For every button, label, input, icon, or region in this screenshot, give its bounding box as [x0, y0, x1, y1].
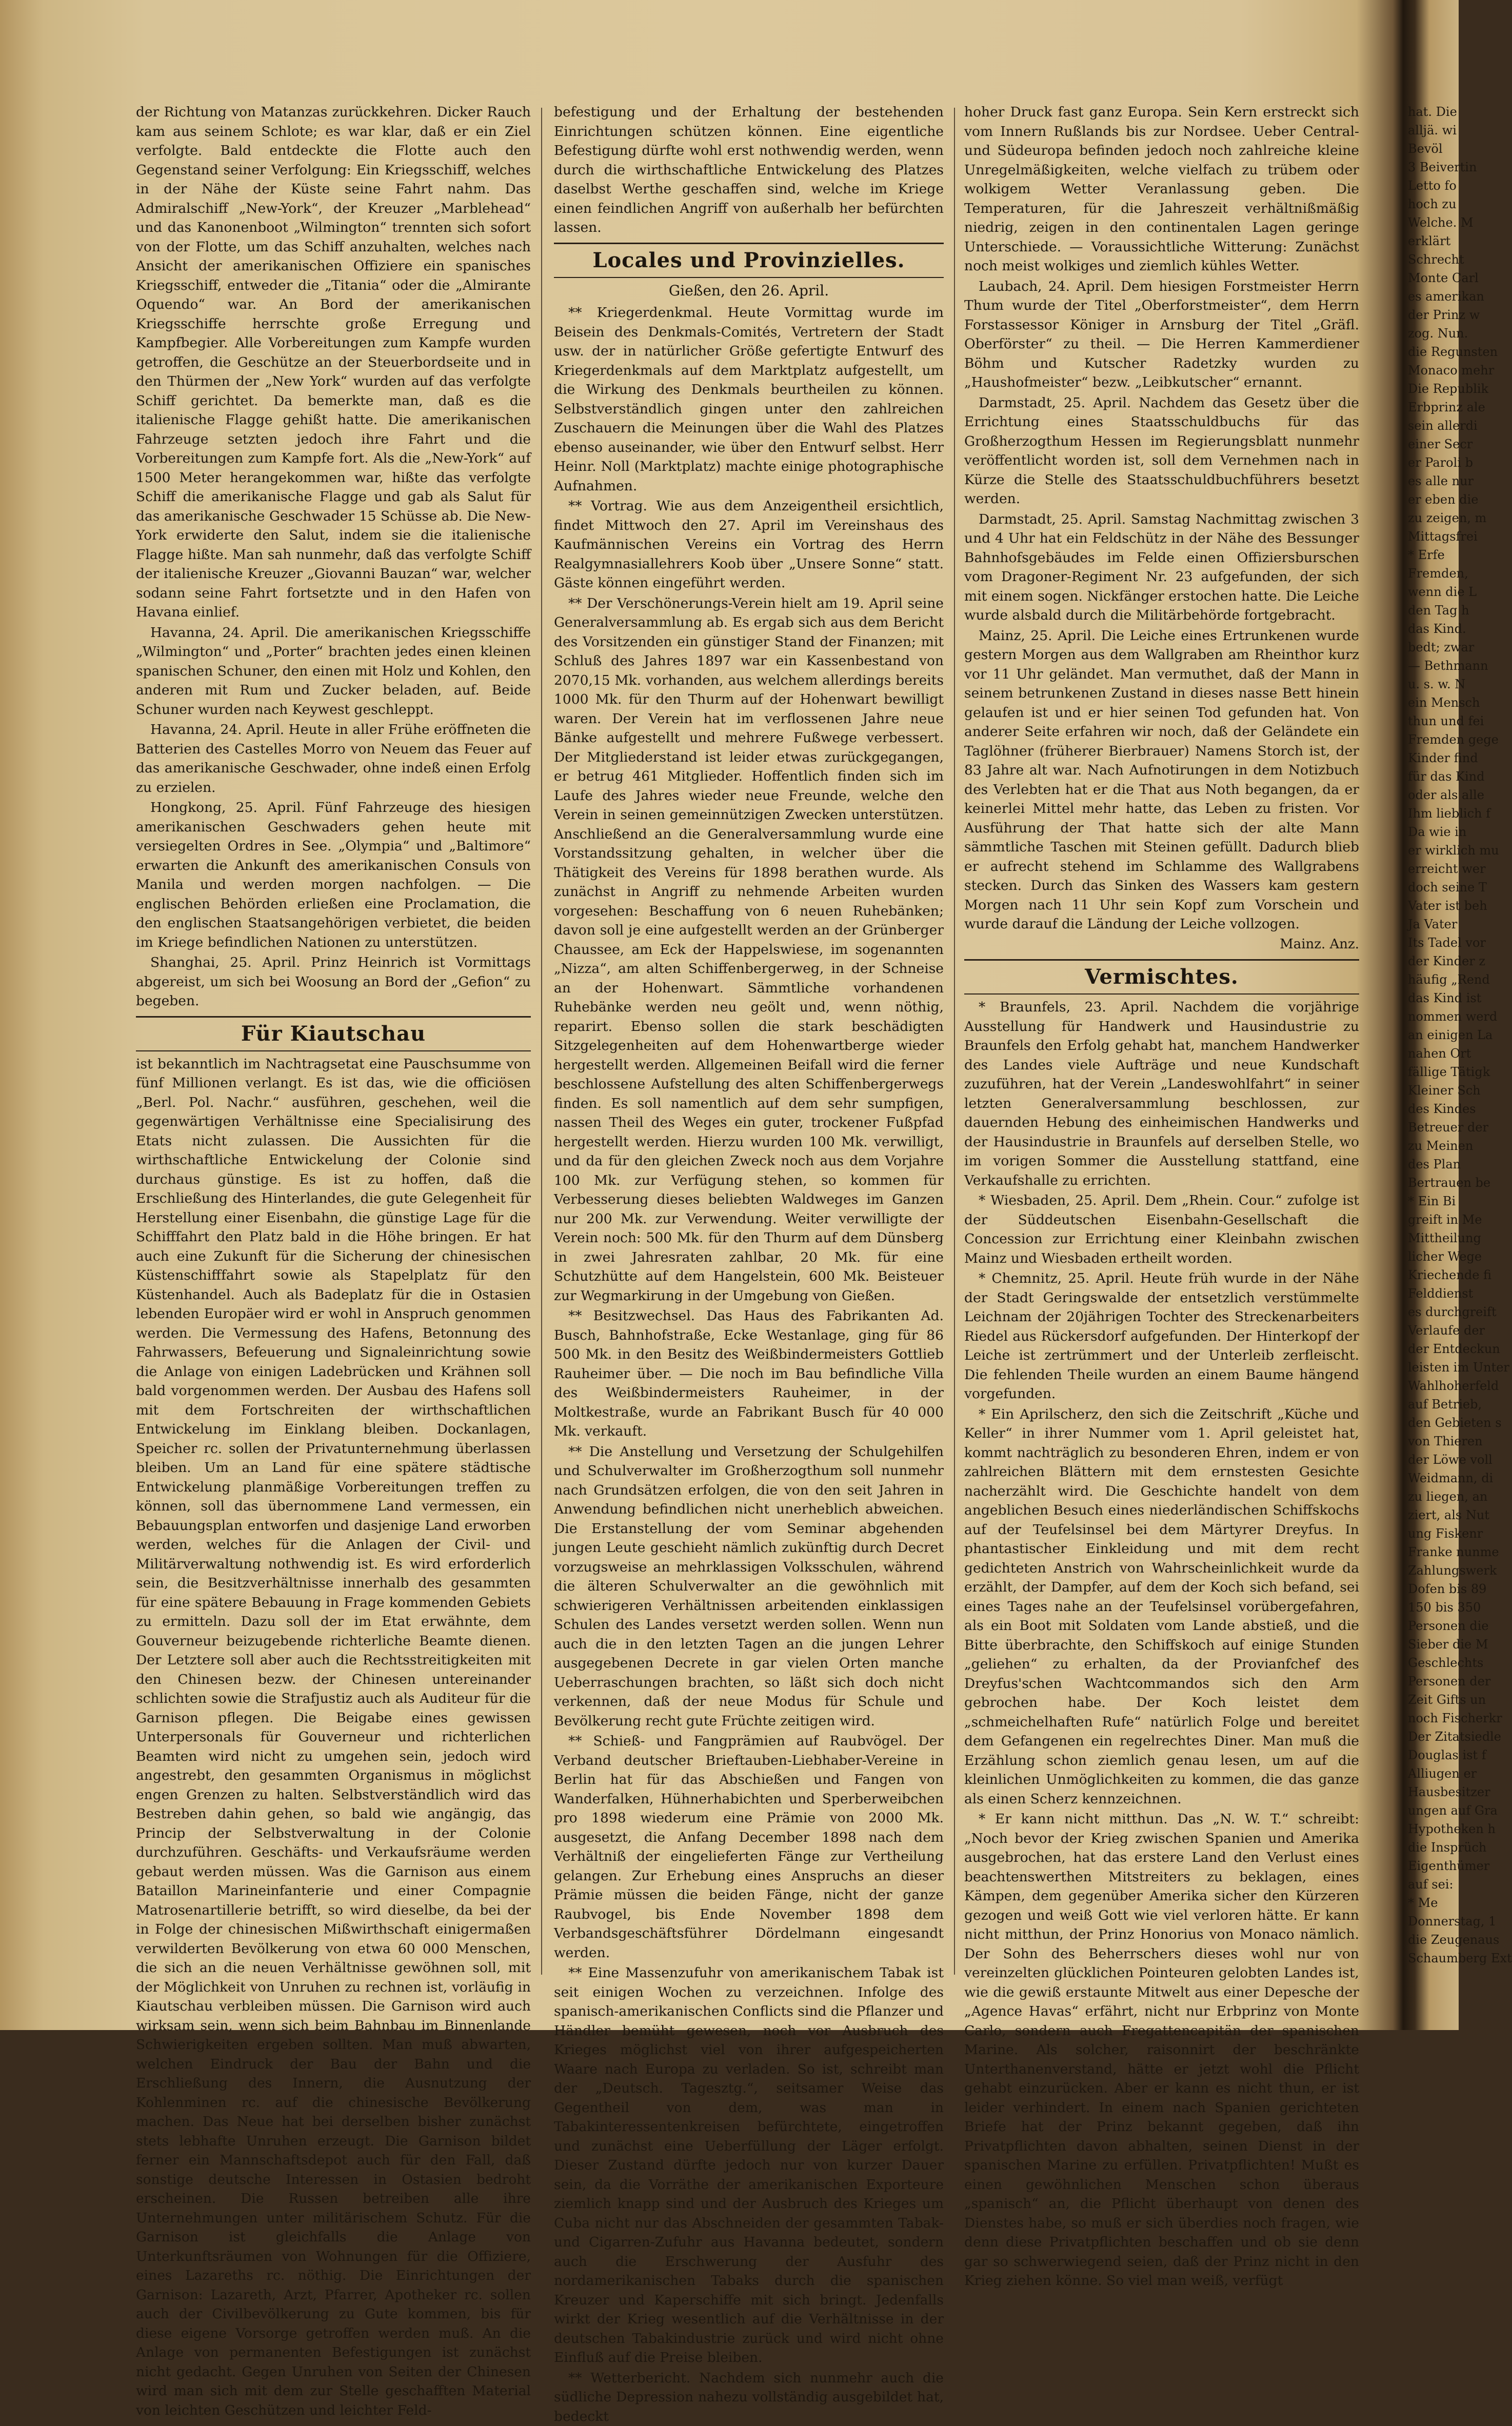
adjacent-page-line: ein Mensch: [1408, 693, 1457, 712]
adjacent-page-line: Bevöl: [1408, 140, 1457, 158]
adjacent-page-line: Monte Carl: [1408, 269, 1457, 287]
adjacent-page-line: Kinder find: [1408, 749, 1457, 767]
adjacent-page-line: er eben die: [1408, 490, 1457, 509]
article-paragraph: ** Vortrag. Wie aus dem Anzeigentheil ersichtlich, findet Mittwoch den 27. April im Vereinshaus des Kaufmännischen Vereins ein Vortrag des Herrn Realgymnasiallehrers Koob über „Unsere Sonne“ statt. Gäste können eingeführt werden.: [554, 496, 944, 593]
adjacent-page-line: Die Republik: [1408, 380, 1457, 398]
adjacent-page-line: Personen die: [1408, 1617, 1457, 1635]
article-paragraph: Havanna, 24. April. Die amerikanischen Kriegsschiffe „Wilmington“ und „Porter“ brachten jedes einen kleinen spanischen Schuner, den einen mit Holz und Kohlen, den anderen mit Rum und Zucker beladen, auf. Beide Schuner wurden nach Keywest geschleppt.: [136, 623, 531, 720]
adjacent-page-line: Sieber die M: [1408, 1635, 1457, 1654]
adjacent-page-line: Geschlechts: [1408, 1654, 1457, 1672]
adjacent-page-line: alljä. wi: [1408, 121, 1457, 140]
adjacent-page-line: Monaco mehr: [1408, 361, 1457, 380]
adjacent-page-line: Ja Vater: [1408, 915, 1457, 933]
section-heading: Locales und Provinzielles.: [554, 243, 944, 278]
adjacent-page-line: häufig „Rend: [1408, 970, 1457, 989]
adjacent-page-line: * Ein Bi: [1408, 1192, 1457, 1210]
adjacent-page-line: Welche. M: [1408, 213, 1457, 232]
adjacent-page-line: Mittagsfrei: [1408, 527, 1457, 546]
adjacent-page-line: Ihm lieblich f: [1408, 804, 1457, 823]
article-paragraph: ** Eine Massenzufuhr von amerikanischem Tabak ist seit einigen Wochen zu verzeichnen. Infolge des spanisch-amerikanischen Conflicts sind die Pflanzer und Händler bemüht gewesen, noch vor Ausbruch des Krieges möglichst viel von ihrer aufgespeicherten Waare nach Europa zu verladen. So ist, schreibt man der „Deutsch. Tagesztg.“, seitsamer Weise das Gegentheil von dem, was man in Tabakinteressentenkreisen befürchtete, eingetroffen und zunächst eine Ueberfüllung der Läger erfolgt. Dieser Zustand dürfte jedoch nur von kurzer Dauer sein, da die Vorräthe der amerikanischen Exporteure ziemlich knapp sind und der Ausbruch des Krieges um Cuba nicht nur das Abschneiden der gesammten Tabak- und Cigarren-Zufuhr aus Havanna bedeutet, sondern auch die Erschwerung der Ausfuhr des nordamerikanischen Tabaks durch die spanischen Kreuzer und Kaperschiffe mit sich bringt. Jedenfalls wirkt der Krieg wesentlich auf die Verhältnisse in der deutschen Tabakindustrie zurück und wird nicht ohne Einfluß auf die Preise bleiben.: [554, 1963, 944, 2368]
adjacent-page-line: erklärt: [1408, 232, 1457, 250]
adjacent-page-line: Kleiner Sch: [1408, 1081, 1457, 1100]
adjacent-page-line: er Paroli b: [1408, 453, 1457, 472]
adjacent-page-line: der Entdeckun: [1408, 1340, 1457, 1358]
source-signature: Mainz. Anz.: [964, 935, 1359, 955]
article-paragraph: befestigung und der Erhaltung der bestehenden Einrichtungen schützen können. Eine eigentliche Befestigung dürfte wohl erst nothwendig werden, wenn durch die wirthschaftliche Entwickelung des Platzes daselbst Werthe geschaffen sind, welche im Kriege einen feindlichen Angriff von außerhalb her befürchten lassen.: [554, 103, 944, 237]
article-paragraph: ist bekanntlich im Nachtragsetat eine Pauschsumme von fünf Millionen verlangt. Es ist das, wie die officiösen „Berl. Pol. Nachr.“ ausführen, geschehen, weil die gegenwärtigen Verhältnisse eine Specialisirung des Etats nicht zulassen. Die Aussichten für die wirthschaftliche Entwickelung der Colonie sind durchaus günstige. Es ist zu hoffen, daß die Erschließung des Hinterlandes, die gute Gelegenheit für Herstellung einer Eisenbahn, die günstige Lage für die Schifffahrt den Platz bald in die Höhe bringen. Er hat auch eine Zukunft für die Sicherung der chinesischen Küstenschifffahrt sowie als Stapelplatz für den Küstenhandel. Auch als Badeplatz für die in Ostasien lebenden Europäer wird er wohl in Anspruch genommen werden. Die Vermessung des Hafens, Betonnung des Fahrwassers, Befeuerung und Signaleinrichtung sowie die Anlage von einigen Ladebrücken und Krähnen soll bald vorgenommen werden. Der Ausbau des Hafens soll mit dem Fortschreiten der wirthschaftlichen Entwickelung im Einklang bleiben. Dockanlagen, Speicher rc. sollen der Privatunternehmung überlassen bleiben. Um an Land für eine spätere städtische Entwickelung planmäßige Vorbereitungen treffen zu können, soll das übernommene Land vermessen, ein Bebauungsplan entworfen und dasjenige Land erworben werden, welches für die Anlagen der Civil- und Militärverwaltung nothwendig ist. Es wird erforderlich sein, die Besitzverhältnisse innerhalb des gesammten für eine spätere Bebauung in Frage kommenden Gebiets zu ermitteln. Dazu soll der im Etat erwähnte, dem Gouverneur beizugebende richterliche Beamte dienen. Der Letztere soll aber auch die Rechtsstreitigkeiten mit den Chinesen bezw. der Chinesen untereinander schlichten sowie die Strafjustiz auch als Auditeur für die Garnison pflegen. Die Beigabe eines gewissen Unterpersonals für Gouverneur und richterlichen Beamten wird nicht zu umgehen sein, jedoch wird angestrebt, den gesammten Organismus in möglichst engen Grenzen zu halten. Selbstverständlich wird das Bestreben dahin gehen, so bald wie angängig, das Princip der Selbstverwaltung in der Colonie durchzuführen. Geschäfts- und Verkaufsräume werden gebaut werden müssen. Was die Garnison aus einem Bataillon Marineinfanterie und einer Compagnie Matrosenartillerie betrifft, so wird dieselbe, da bei der in Folge der chinesischen Mißwirthschaft einigermaßen verwilderten Bevölkerung von etwa 60 000 Menschen, die sich an die neuen Verhältnisse gewöhnen soll, mit der Möglichkeit von Unruhen zu rechnen ist, vorläufig in Kiautschau verbleiben müssen. Die Garnison wird auch wirksam sein, wenn sich beim Bahnbau im Binnenlande Schwierigkeiten ergeben sollten. Man muß abwarten, welchen Eindruck der Bau der Bahn und die Erschließung des Innern, die Ausnutzung der Kohlenminen rc. auf die chinesische Bevölkerung machen. Das Neue hat bei derselben bisher zunächst stets lebhafte Unruhen erzeugt. Die Garnison bildet ferner ein Mannschaftsdepot auch für den Fall, daß sonstige deutsche Interessen in Ostasien bedroht erscheinen. Die Russen betreiben alle ihre Unternehmungen unter militärischem Schutz. Für die Garnison ist gleichfalls die Anlage von Unterkunftsräumen von Wohnungen für die Offiziere, eines Lazareths rc. nöthig. Die Einrichtungen der Garnison: Lazareth, Arzt, Pfarrer, Apotheker rc. sollen auch der Civilbevölkerung zu Gute kommen, bis für diese eigene Vorsorge getroffen werden muß. An die Anlage von permanenten Befestigungen ist zunächst nicht gedacht. Gegen Unruhen von Seiten der Chinesen wird man sich mit dem zur Stelle geschafften Material von leichten Geschützen und leichter Feld-: [136, 1055, 531, 2420]
adjacent-page-line: Felddienst: [1408, 1284, 1457, 1303]
adjacent-page-line: zu liegen, an: [1408, 1487, 1457, 1506]
adjacent-page-line: Douglas ist f: [1408, 1746, 1457, 1764]
adjacent-page-line: der Kinder z: [1408, 952, 1457, 970]
adjacent-page-line: Fremden gege: [1408, 730, 1457, 749]
adjacent-page-line: nahen Ort: [1408, 1044, 1457, 1063]
adjacent-page-line: Betreuer der: [1408, 1118, 1457, 1137]
adjacent-page-line: von Thieren: [1408, 1432, 1457, 1450]
adjacent-page-line: oder als alle: [1408, 786, 1457, 804]
adjacent-page-line: auf sei:: [1408, 1875, 1457, 1894]
adjacent-page-line: sein allerdi: [1408, 416, 1457, 435]
adjacent-page-line: Weidmann, di: [1408, 1469, 1457, 1487]
article-paragraph: Shanghai, 25. April. Prinz Heinrich ist Vormittags abgereist, um sich bei Woosung an Bord der „Gefion“ zu begeben.: [136, 953, 531, 1011]
adjacent-page-line: leisten im Unter: [1408, 1358, 1457, 1377]
article-paragraph: ** Schieß- und Fangprämien auf Raubvögel. Der Verband deutscher Brieftauben-Liebhaber-Vereine in Berlin hat für das Abschießen und Fangen von Wanderfalken, Hühnerhabichten und Sperberweibchen pro 1898 wiederum eine Prämie von 2000 Mk. ausgesetzt, die Anfang December 1898 nach dem Verhältniß der eingelieferten Fänge zur Vertheilung gelangen. Zur Erhebung eines Anspruchs an dieser Prämie müssen die beiden Fänge, nicht der ganze Raubvogel, bis Ende November 1898 dem Verbandsgeschäftsführer Dördelmann eingesandt werden.: [554, 1732, 944, 1962]
article-paragraph: * Er kann nicht mitthun. Das „N. W. T.“ schreibt: „Noch bevor der Krieg zwischen Spanien und Amerika ausgebrochen, hat das erstere Land den Verlust eines beachtenswerthen Mitstreiters zu beklagen, eines Kämpen, dem gegenüber Amerika sicher den Kürzeren gezogen und weiß Gott wie viel verloren hätte. Er kann nicht mitthun, der Prinz Honorius von Monaco nämlich. Der Sohn des Beherrschers dieses wohl nur von vereinzelten glücklichen Pointeuren gelobten Landes ist, wie die gewiß erstaunte Mitwelt aus einer Depesche der „Agence Havas“ erfährt, nicht nur Erbprinz von Monte Carlo, sondern auch Fregattencapitän der spanischen Marine. Als solcher, raisonnirt der beschränkte Unterthanenverstand, hätte er jetzt wohl die Pflicht gehabt einzurücken. Aber er kann es nicht thun, er ist leider verhindert. In einem nach Spanien gerichteten Briefe hat der Prinz bekannt gegeben, daß ihn Privatpflichten davon abhalten, seinen Dienst in der spanischen Marine zu erfüllen. Privatpflichten! Mußt es einen gewöhnlichen Menschen schon überaus „spanisch“ an, die Pflicht überhaupt von denen des Dienstes habe, so muß er sich überdies noch fragen, wie denn diese Privatpflichten beschaffen und ob sie denn gar so schwerwiegend seien, daß der Prinz nicht in den Krieg ziehen könne. So viel man weiß, verfügt: [964, 1809, 1359, 2291]
adjacent-page-line: Franke nunme: [1408, 1543, 1457, 1561]
adjacent-page-line: Vater ist beh: [1408, 897, 1457, 915]
adjacent-page-line: Der Zitatsiedle: [1408, 1727, 1457, 1746]
adjacent-page-line: nommen werd: [1408, 1007, 1457, 1026]
article-paragraph: * Braunfels, 23. April. Nachdem die vorjährige Ausstellung für Handwerk und Hausindustrie zu Braunfels den Erfolg gehabt hat, manchem Handwerker des Landes viele Aufträge und neue Kundschaft zuzuführen, hat der Verein „Landeswohlfahrt“ in seiner letzten Generalversammlung beschlossen, zur dauernden Hebung des einheimischen Handwerks und der Hausindustrie in Braunfels auf derselben Stelle, wo im vorigen Sommer die Ausstellung stattfand, eine Verkaufshalle zu errichten.: [964, 998, 1359, 1190]
adjacent-page-line: des Plan: [1408, 1155, 1457, 1174]
adjacent-page-line: 150 bis 350: [1408, 1598, 1457, 1617]
adjacent-page-line: fällige Tätigk: [1408, 1063, 1457, 1081]
adjacent-page-line: ungen auf Gra: [1408, 1801, 1457, 1820]
adjacent-page-line: es amerikan: [1408, 287, 1457, 306]
adjacent-page-line: Eigenthümer: [1408, 1857, 1457, 1875]
adjacent-page-line: Verlaufe der: [1408, 1321, 1457, 1340]
column-divider: [541, 108, 542, 1975]
adjacent-page-line: thun und fei: [1408, 712, 1457, 730]
article-paragraph: * Ein Aprilscherz, den sich die Zeitschrift „Küche und Keller“ in ihrer Nummer vom 1. April geleistet hat, kommt nachträglich zu besonderen Ehren, indem er von zahlreichen Blättern mit dem ernstesten Gesichte nacherzählt wird. Die Geschichte handelt von dem angeblichen Besuch eines niederländischen Schiffskochs auf der Teufelsinsel bei dem Märtyrer Dreyfus. In phantastischer Einkleidung und mit dem recht gedichteten Anstrich von Wahrscheinlichkeit wurde da erzählt, der Dampfer, auf dem der Koch sich befand, sei eines Tages nahe an der Teufelsinsel vorübergefahren, als ein Boot mit Soldaten vom Lande abstieß, und die Bitte überbrachte, den Schiffskoch auf einige Stunden „geliehen“ zu erhalten, da der Provianfchef des Dreyfus'schen Wachtcommandos sich den Arm gebrochen habe. Der Koch leistet dem „schmeichelhaften Rufe“ natürlich Folge und bereitet dem Gefangenen ein regelrechtes Diner. Man muß die Erzählung schon ziemlich genau lesen, um auf die kleinlichen Unmöglichkeiten zu kommen, die das ganze als einen Scherz kennzeichnen.: [964, 1405, 1359, 1809]
adjacent-page-line: Bertrauen be: [1408, 1174, 1457, 1192]
adjacent-page-line: zog. Nun.: [1408, 324, 1457, 343]
adjacent-page-line: Fremden,: [1408, 564, 1457, 583]
article-paragraph: Darmstadt, 25. April. Nachdem das Gesetz über die Errichtung eines Staatsschuldbuchs für das Großherzogthum Hessen im Regierungsblatt nunmehr veröffentlicht worden ist, soll dem Vernehmen nach in Kürze die Stelle des Staatsschuldbuchführers besetzt werden.: [964, 393, 1359, 509]
adjacent-page-line: wenn die L: [1408, 583, 1457, 601]
adjacent-page-line: Erbprinz ale: [1408, 398, 1457, 416]
adjacent-page-line: die Insprüch: [1408, 1838, 1457, 1857]
adjacent-page-line: zu Meinen: [1408, 1137, 1457, 1155]
article-paragraph: ** Der Verschönerungs-Verein hielt am 19. April seine Generalversammlung ab. Es ergab sich aus dem Bericht des Vorsitzenden ein günstiger Stand der Finanzen; mit Schluß des Jahres 1897 war ein Kassenbestand von 2070,15 Mk. vorhanden, aus welchem allerdings bereits 1000 Mk. für den Thurm auf der Hohenwart bewilligt waren. Der Verein hat im verflossenen Jahre neue Bänke aufgestellt und mehrere Fußwege verbessert. Der Mitgliederstand ist leider etwas zurückgegangen, er betrug 461 Mitglieder. Hoffentlich finden sich im Laufe des Jahres wieder neue Freunde, welche den Verein in seinen gemeinnützigen Zwecken unterstützen. Anschließend an die Generalversammlung wurde eine Vorstandssitzung gehalten, in welcher über die Thätigkeit des Vereins für 1898 berathen wurde. Als zunächst in Angriff zu nehmende Arbeiten wurden vorgesehen: Beschaffung von 6 neuen Ruhebänken; davon soll je eine aufgestellt werden an der Grünberger Chaussee, am Eck der Happelswiese, im sogenannten „Nizza“, am alten Schiffenbergerweg, in der Schneise an der Hohenwart. Sämmtliche vorhandenen Ruhebänke werden neu geölt und, wenn nöthig, reparirt. Ebenso sollen die stark beschädigten Sitzgelegenheiten auf dem Hohenwartberge wieder hergestellt werden. Allgemeinen Beifall wird die ferner beschlossene Aufstellung des alten Schiffenbergerwegs finden. Es soll namentlich auf dem sehr sumpfigen, nassen Theil des Weges ein guter, trockener Fußpfad hergestellt werden. Hierzu wurden 100 Mk. verwilligt, und da für den gleichen Zweck noch aus dem Vorjahre 100 Mk. zur Verfügung stehen, so kommen für Verbesserung dieses beliebten Waldweges im Ganzen nur 200 Mk. zur Verwendung. Weiter verwilligte der Verein noch: 500 Mk. für den Thurm auf dem Dünsberg in zwei Jahresraten zahlbar, 20 Mk. für eine Schutzhütte auf dem Hangelstein, 600 Mk. Beisteuer zur Wegmarkirung in der Umgebung von Gießen.: [554, 594, 944, 1306]
adjacent-page-line: einer Secr: [1408, 435, 1457, 453]
adjacent-page-line: licher Wege: [1408, 1247, 1457, 1266]
adjacent-page-line: 3 Beivertin: [1408, 158, 1457, 176]
article-paragraph: ** Wetterbericht. Nachdem sich nunmehr auch die südliche Depression nahezu vollständig ausgebildet hat, bedeckt: [554, 2369, 944, 2426]
adjacent-page-line: das Kind ist: [1408, 989, 1457, 1007]
adjacent-page-line: Alliugen er: [1408, 1764, 1457, 1783]
adjacent-page-line: Its Tadel vor: [1408, 933, 1457, 952]
adjacent-page-line: zu zeigen, m: [1408, 509, 1457, 527]
adjacent-page-line: den Tag h: [1408, 601, 1457, 620]
adjacent-page-line: erreicht wer: [1408, 860, 1457, 878]
dateline: Gießen, den 26. April.: [554, 281, 944, 301]
adjacent-page-line: Schaumberg Ext: [1408, 1949, 1457, 1967]
article-paragraph: der Richtung von Matanzas zurückkehren. Dicker Rauch kam aus seinem Schlote; es war klar, daß er ein Ziel verfolgte. Bald entdeckte die Flotte auch den Gegenstand seiner Verfolgung: Ein Kriegsschiff, welches in der Nähe der Küste seine Fahrt nahm. Das Admiralschiff „New-York“, der Kreuzer „Marblehead“ und das Kanonenboot „Wilmington“ trennten sich sofort von der Flotte, um das Schiff anzuhalten, welches nach Ansicht der amerikanischen Offiziere ein spanisches Kriegsschiff, entweder die „Titania“ oder die „Almirante Oquendo“ war. An Bord der amerikanischen Kriegsschiffe herrschte große Erregung und Kampfbegier. Alle Vorbereitungen zum Kampfe wurden getroffen, die Geschütze an der Steuerbordseite und in den Thürmen der „New York“ wurden auf das verfolgte Schiff gerichtet. Da bemerkte man, daß es die italienische Flagge gehißt hatte. Die amerikanischen Fahrzeuge setzten jedoch ihre Fahrt und die Vorbereitungen zum Kampfe fort. Als die „New-York“ auf 1500 Meter herangekommen war, hißte das verfolgte Schiff die amerikanische Flagge und gab als Salut für das amerikanische Geschwader 15 Schüsse ab. Die New-York erwiderte den Salut, indem sie die italienische Flagge hißte. Man sah nunmehr, daß das verfolgte Schiff der italienische Kreuzer „Giovanni Bauzan“ war, welcher sodann seine Fahrt fortsetzte und in den Hafen von Havana einlief.: [136, 103, 531, 622]
adjacent-page-line: auf Betrieb,: [1408, 1395, 1457, 1414]
adjacent-page-line: * Erfe: [1408, 546, 1457, 564]
section-heading: Vermischtes.: [964, 959, 1359, 995]
adjacent-page-line: Schrecht: [1408, 250, 1457, 269]
article-paragraph: ** Kriegerdenkmal. Heute Vormittag wurde im Beisein des Denkmals-Comités, Vertretern der Stadt usw. der in natürlicher Größe gefertigte Entwurf des Kriegerdenkmals auf dem Marktplatz aufgestellt, um die Wirkung des Denkmals beurtheilen zu können. Selbstverständlich gingen unter den zahlreichen Zuschauern die Meinungen über die Wahl des Platzes ebenso auseinander, wie über den Entwurf selbst. Herr Heinr. Noll (Marktplatz) machte einige photographische Aufnahmen.: [554, 303, 944, 495]
adjacent-page-line: * Me: [1408, 1894, 1457, 1912]
article-paragraph: ** Besitzwechsel. Das Haus des Fabrikanten Ad. Busch, Bahnhofstraße, Ecke Westanlage, ging für 86 500 Mk. in den Besitz des Weißbindermeisters Gottlieb Rauheimer über. — Die noch im Bau befindliche Villa des Weißbindermeisters Rauheimer, in der Moltkestraße, wurde an Fabrikant Busch für 40 000 Mk. verkauft.: [554, 1306, 944, 1441]
adjacent-page-line: Da wie in: [1408, 823, 1457, 841]
adjacent-page-line: bedt; zwar: [1408, 638, 1457, 657]
column-3: [964, 103, 1359, 1985]
adjacent-page-line: hoch zu: [1408, 195, 1457, 213]
article-paragraph: Havanna, 24. April. Heute in aller Frühe eröffneten die Batterien des Castelles Morro von Neuem das Feuer auf das amerikanische Geschwader, ohne indeß einen Erfolg zu erzielen.: [136, 720, 531, 797]
adjacent-page-line: es alle nur: [1408, 472, 1457, 490]
section-heading: Für Kiautschau: [136, 1016, 531, 1051]
adjacent-page-line: greift in Me: [1408, 1210, 1457, 1229]
article-paragraph: ** Die Anstellung und Versetzung der Schulgehilfen und Schulverwalter im Großherzogthum soll nunmehr nach Grundsätzen erfolgen, die von den seit Jahren in Anwendung befindlichen nicht unerheblich abweichen. Die Erstanstellung der vom Seminar abgehenden jungen Leute geschieht nämlich zukünftig durch Decret vorzugsweise an mehrklassigen Volksschulen, während die älteren Schulverwalter an die gewöhnlich mit schwierigeren Verhältnissen arbeitenden einklassigen Schulen des Landes versetzt werden sollen. Wenn nun auch die in den letzten Tagen an die jungen Lehrer ausgegebenen Decrete in gar vielen Orten manche Ueberraschungen brachten, so läßt sich doch nicht verkennen, daß der neue Modus für Schule und Bevölkerung recht gute Früchte zeitigen wird.: [554, 1442, 944, 1731]
article-paragraph: * Wiesbaden, 25. April. Dem „Rhein. Cour.“ zufolge ist der Süddeutschen Eisenbahn-Gesellschaft die Concession zur Errichtung einer Kleinbahn zwischen Mainz und Wiesbaden ertheilt worden.: [964, 1191, 1359, 1268]
adjacent-page-line: Kriechende fi: [1408, 1266, 1457, 1284]
article-paragraph: Hongkong, 25. April. Fünf Fahrzeuge des hiesigen amerikanischen Geschwaders gehen heute mit versiegelten Ordres in See. „Olympia“ und „Baltimore“ erwarten die Ankunft des amerikanischen Consuls von Manila und werden morgen nachfolgen. — Die englischen Behörden erließen eine Proclamation, die den englischen Staatsangehörigen verbietet, die beiden im Kriege befindlichen Nationen zu unterstützen.: [136, 798, 531, 952]
adjacent-page-line: Personen der: [1408, 1672, 1457, 1691]
adjacent-page-line: Mittheilung: [1408, 1229, 1457, 1247]
adjacent-page-line: für das Kind: [1408, 767, 1457, 786]
article-paragraph: Mainz, 25. April. Die Leiche eines Ertrunkenen wurde gestern Morgen aus dem Wallgraben am Rheinthor kurz vor 11 Uhr geländet. Man vermuthet, daß der Mann in seinem betrunkenen Zustand in dieses nasse Bett hinein gelaufen ist und er hier seinen Tod gefunden hat. Von anderer Seite erfahren wir noch, daß der Geländete ein Taglöhner (früherer Bierbrauer) Namens Storch ist, der 83 Jahre alt war. Nach Aufnotirungen in dem Notizbuch des Verlebten hat er die That aus Noth begangen, da er keinerlei Mittel mehr hatte, das Leben zu fristen. Vor Ausführung der That hatte sich der alte Mann sämmtliche Taschen mit Steinen gefüllt. Dadurch blieb er aufrecht stehend im Schlamme des Wallgrabens stecken. Durch das Sinken des Wassers kam gestern Morgen nach 11 Uhr sein Kopf zum Vorschein und wurde darauf die Ländung der Leiche vollzogen.: [964, 626, 1359, 934]
adjacent-page-line: die Zeugenaus: [1408, 1931, 1457, 1949]
column-2: [554, 103, 944, 1985]
adjacent-page-line: er wirklich mu: [1408, 841, 1457, 860]
adjacent-page-line: den Gebieten s: [1408, 1414, 1457, 1432]
adjacent-page-line: das Kind.: [1408, 620, 1457, 638]
adjacent-page-line: der Löwe voll: [1408, 1450, 1457, 1469]
adjacent-page-line: Zeit Gifts un: [1408, 1691, 1457, 1709]
adjacent-page-line: Hypotheken h: [1408, 1820, 1457, 1838]
adjacent-page-line: an einigen La: [1408, 1026, 1457, 1044]
article-paragraph: Darmstadt, 25. April. Samstag Nachmittag zwischen 3 und 4 Uhr hat ein Feldschütz in der Nähe des Bessunger Bahnhofsgebäudes im Felde einen Offiziersburschen vom Dragoner-Regiment Nr. 23 aufgefunden, der sich mit einem sogen. Nickfänger erstochen hatte. Die Leiche wurde alsbald durch die Militärbehörde fortgebracht.: [964, 510, 1359, 625]
adjacent-page-line: ung Fiskenr: [1408, 1524, 1457, 1543]
adjacent-page-line: Dofen bis 89: [1408, 1580, 1457, 1598]
adjacent-page-line: des Kindes: [1408, 1100, 1457, 1118]
article-paragraph: hoher Druck fast ganz Europa. Sein Kern erstreckt sich vom Innern Rußlands bis zur Nordsee. Ueber Central- und Südeuropa befinden jedoch noch zahlreiche kleine Unregelmäßigkeiten, welche vielfach zu trübem oder wolkigem Wetter Veranlassung geben. Die Temperaturen, für die Jahreszeit verhältnißmäßig niedrig, zeigen in den continentalen Lagen geringe Unterschiede. — Voraussichtliche Witterung: Zunächst noch meist wolkiges und ziemlich kühles Wetter.: [964, 103, 1359, 276]
column-1: [136, 103, 531, 1985]
adjacent-page-line: Hausbesitzer: [1408, 1783, 1457, 1801]
adjacent-page-line: ziert, als Nut: [1408, 1506, 1457, 1524]
adjacent-page-line: noch Fischerkr: [1408, 1709, 1457, 1727]
adjacent-page-line: Wahlhoherfeld: [1408, 1377, 1457, 1395]
adjacent-page-line: die Regunsten: [1408, 343, 1457, 361]
adjacent-page-line: doch seine T: [1408, 878, 1457, 897]
col1-intro: [136, 103, 531, 1011]
article-paragraph: * Chemnitz, 25. April. Heute früh wurde in der Nähe der Stadt Geringswalde der entsetzlich verstümmelte Leichnam der 20jährigen Tochter des Streckenarbeiters Riedel aus Rückersdorf aufgefunden. Der Hinterkopf der Leiche ist zertrümmert und der Unterleib zerfleischt. Die fehlenden Theile wurden an einem Baume hängend vorgefunden.: [964, 1269, 1359, 1404]
adjacent-page-line: hat. Die: [1408, 103, 1457, 121]
adjacent-page-line: Zahlungswerk: [1408, 1561, 1457, 1580]
adjacent-page-line: Letto fo: [1408, 176, 1457, 195]
adjacent-page-line: u. s. w. N: [1408, 675, 1457, 693]
adjacent-page-line: — Bethmann: [1408, 657, 1457, 675]
column-divider: [954, 108, 955, 1975]
adjacent-page-line: es durchgreift: [1408, 1303, 1457, 1321]
adjacent-page-fragment: [1408, 103, 1457, 1898]
adjacent-page-line: der Prinz w: [1408, 306, 1457, 324]
article-paragraph: Laubach, 24. April. Dem hiesigen Forstmeister Herrn Thum wurde der Titel „Oberforstmeister“, dem Herrn Forstassessor Königer in Arnsburg der Titel „Gräfl. Oberförster“ zu theil. — Die Herren Kammerdiener Böhm und Kutscher Radetzky wurden zu „Haushofmeister“ bezw. „Leibkutscher“ ernannt.: [964, 277, 1359, 392]
adjacent-page-line: Donnerstag, 1: [1408, 1912, 1457, 1931]
